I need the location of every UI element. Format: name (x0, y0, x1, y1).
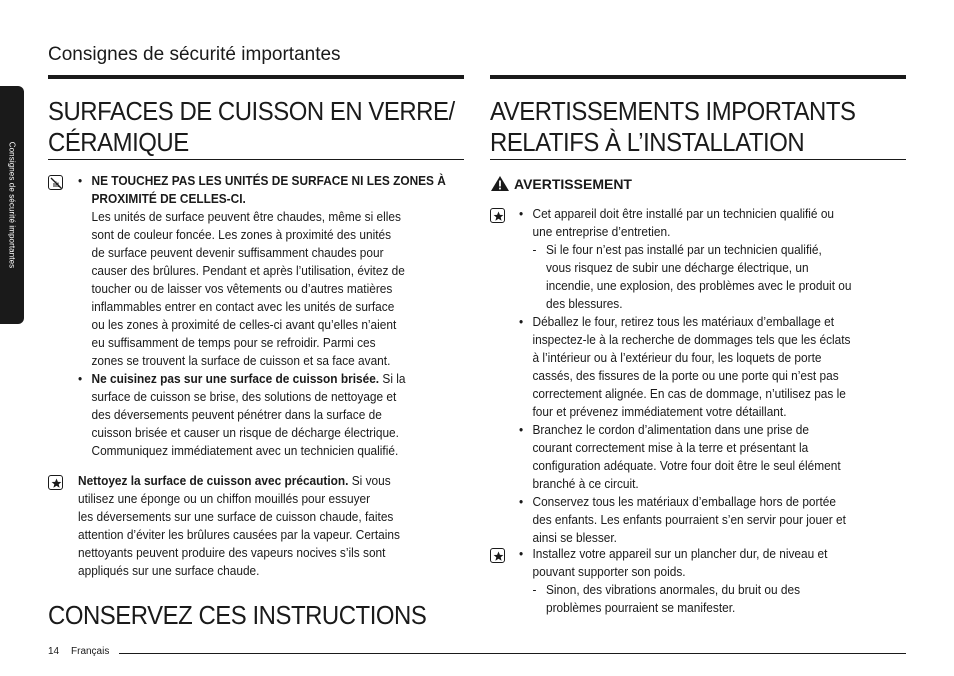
right-bullet-1: • Cet appareil doit être installé par un technicien qualifié ou une entreprise d’entretien. - Si le four n’est pas installé par un technicien qualifié, vous risquez de subir une décharge électrique, un incendie, une explosion, des problèmes avec le produit ou des blessures. (519, 205, 906, 313)
right-heading-line2: RELATIFS À L’INSTALLATION (490, 127, 805, 157)
group2-star-icon (490, 548, 505, 563)
group1-star-icon (490, 208, 505, 223)
no-touch-icon (48, 175, 63, 190)
page-number: 14 (48, 646, 60, 657)
side-tab-label: Consignes de sécurité importantes (7, 141, 17, 269)
warning-label: AVERTISSEMENT (514, 175, 632, 192)
right-group-1 (519, 205, 949, 547)
right-bullet-4: • Conservez tous les matériaux d’emballage hors de portée des enfants. Les enfants pourraient s’en servir pour jouer et ainsi se blesser. (519, 494, 846, 545)
warning-heading (490, 175, 632, 192)
section-header: Consignes de sécurité importantes (48, 44, 341, 65)
left-bullet-2: • Ne cuisinez pas sur une surface de cuisson brisée. Si la surface de cuisson se brise, des solutions de nettoyage et des déversements peuvent pénétrer dans la surface de cuisson brisée et causer un risque de décharge électrique. Communiquez immédiatement avec un technicien qualifié. (78, 371, 406, 458)
footer-rule (119, 653, 906, 654)
right-bullet-5: • Installez votre appareil sur un plancher dur, de niveau et pouvant supporter son poids. - Sinon, des vibrations anormales, du bruit ou des problèmes pourraient se manifester. (519, 545, 906, 617)
right-heading (490, 96, 856, 158)
right-heading-rule (490, 159, 906, 160)
right-sub-1: - Si le four n’est pas installé par un technicien qualifié, vous risquez de subir une décharge électrique, un incendie, une explosion, des problèmes avec le produit ou des blessures. (532, 242, 852, 311)
warning-triangle-icon (490, 175, 510, 192)
left-heading-line2: CÉRAMIQUE (48, 127, 189, 157)
left-top-rule (48, 75, 464, 79)
left-body (78, 172, 498, 460)
right-bullet-3: • Branchez le cordon d’alimentation dans une prise de courant correctement mise à la terre et présentant la configuration adéquate. Votre four doit être le seul élément branché à ce circuit. (519, 422, 841, 491)
footer-language: Français (71, 646, 110, 657)
left-note: Nettoyez la surface de cuisson avec précaution. Si vous utilisez une éponge ou un chiffon mouillés pour essuyer les déversements sur une surface de cuisson chaude, faites attention d’éviter les brûlures causées par la vapeur. Certains nettoyants peuvent produire des vapeurs nocives s’ils sont appliqués sur une surface chaude. (78, 473, 400, 578)
right-sub-2: - Sinon, des vibrations anormales, du bruit ou des problèmes pourraient se manifester. (532, 582, 801, 615)
right-group-2 (519, 545, 949, 617)
right-heading-line1: AVERTISSEMENTS IMPORTANTS (490, 96, 856, 126)
left-heading-rule (48, 159, 464, 160)
right-top-rule (490, 75, 906, 79)
left-heading-line1: SURFACES DE CUISSON EN VERRE/ (48, 96, 455, 126)
left-heading (48, 96, 455, 158)
right-bullet-2: • Déballez le four, retirez tous les matériaux d’emballage et inspectez-le à la recherche de dommages tels que les éclats à l’intérieur ou à l’extérieur du four, les loquets de porte cassés, des fissures de la porte ou une porte qui n’est pas correctement alignée. En cas de dommage, n’utilisez pas le four et prévenez immédiatement votre détaillant. (519, 314, 851, 419)
note-star-icon (48, 475, 63, 490)
left-bullet-1: • NE TOUCHEZ PAS LES UNITÉS DE SURFACE NI LES ZONES À PROXIMITÉ DE CELLES-CI. Les unités de surface peuvent être chaudes, même si elles sont de couleur foncée. Les zones à proximité des unités de surface peuvent devenir suffisamment chaudes pour causer des brûlures. Pendant et après l’utilisation, évitez de toucher ou de laisser vos vêtements ou d’autres matières inflammables entrer en contact avec les unités de surface ou les zones à proximité de celles-ci avant qu’elles n’aient eu suffisamment de temps pour se refroidir. Parmi ces zones se trouvent la surface de cuisson et sa face avant. (78, 173, 446, 368)
conserve-heading: CONSERVEZ CES INSTRUCTIONS (48, 600, 427, 630)
